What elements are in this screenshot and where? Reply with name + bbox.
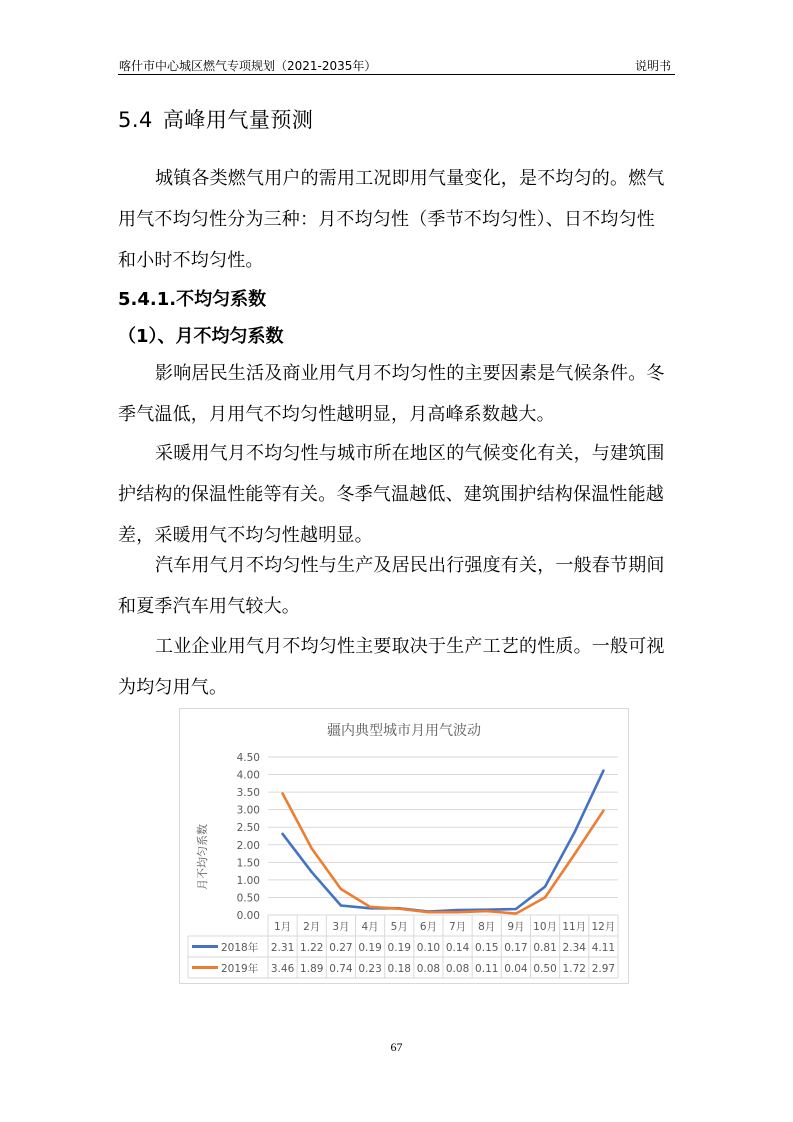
data-point [369,906,371,908]
data-point [573,832,575,834]
y-tick-label: 4.00 [236,769,260,782]
data-point [398,907,400,909]
y-tick-label: 1.50 [236,857,260,870]
data-label: 2.31 [270,942,295,954]
data-label: 0.81 [533,942,557,954]
x-tick-label: 2月 [303,921,321,933]
data-label: 0.50 [533,963,557,975]
y-tick-label: 0.00 [236,910,260,922]
x-tick-label: 9月 [507,921,525,933]
chart-container [179,708,629,984]
data-label: 2.97 [591,963,616,975]
data-label: 0.08 [445,963,470,975]
data-point [427,911,429,913]
legend-label: 2018年 [221,942,259,954]
x-tick-label: 8月 [478,921,496,933]
header-title: 喀什市中心城区燃气专项规划（2021-2035年） [119,59,377,73]
text-line: 工业企业用气月不均匀性主要取决于生产工艺的性质。一般可视 [155,636,665,657]
text-line: 和小时不均匀性。 [118,250,264,271]
data-label: 0.08 [416,963,441,975]
section-number: 5.4 [118,108,153,132]
data-label: 1.22 [300,942,324,954]
header-doc-type: 说明书 [634,59,671,73]
gridlines [268,757,618,897]
x-tick-label: 7月 [448,921,467,933]
data-label: 0.19 [387,942,411,954]
text-line: 采暖用气月不均匀性与城市所在地区的气候变化有关，与建筑围 [155,443,665,464]
data-label: 1.72 [562,963,586,975]
data-point [602,810,604,812]
y-tick-label: 2.00 [236,839,260,852]
text-line: 和夏季汽车用气较大。 [118,596,300,617]
y-tick-label: 3.00 [236,804,260,817]
text-line: 护结构的保温性能等有关。冬季气温越低、建筑围护结构保温性能越 [118,484,664,505]
text-line: 差，采暖用气不均匀性越明显。 [118,525,373,546]
y-tick-label: 3.50 [236,787,260,800]
text-line: 影响居民生活及商业用气月不均匀性的主要因素是气候条件。冬 [155,363,665,384]
paragraph-heating [118,433,683,556]
chart-title: 疆内典型城市月用气波动 [327,723,481,739]
data-point [602,769,604,771]
series-lines [281,769,604,914]
y-tick-label: 4.50 [236,752,260,764]
data-point [311,871,313,873]
data-point [340,904,342,906]
text-line: 为均匀用气。 [118,677,228,698]
x-tick-label: 11月 [562,921,587,933]
text-line: 季气温低，月用气不均匀性越明显，月高峰系数越大。 [118,404,555,425]
data-point [281,833,283,835]
data-point [340,888,342,890]
data-label: 0.14 [445,942,470,954]
data-label: 4.11 [591,942,616,954]
data-label: 0.04 [504,963,528,975]
x-tick-label: 10月 [533,921,558,933]
legend-label: 2019年 [221,963,259,975]
x-tick-label: 4月 [361,921,379,933]
data-point [544,885,546,887]
intro-paragraph [118,158,683,281]
data-label: 1.89 [300,963,324,975]
paragraph-climate [118,353,683,435]
y-axis-label: 月不均匀系数 [196,824,209,890]
y-axis-ticks [237,752,260,922]
data-point [281,792,283,794]
data-point [486,910,488,912]
text-line: 汽车用气月不均匀性与生产及居民出行强度有关，一般春节期间 [155,555,665,576]
text-line: 城镇各类燃气用户的需用工况即用气量变化，是不均匀的。燃气 [155,168,665,189]
data-label: 0.11 [475,963,499,975]
x-tick-label: 1月 [273,921,292,933]
data-label: 0.17 [504,942,528,954]
line-chart [180,709,628,983]
data-label: 0.19 [358,942,382,954]
paragraph-industry [118,626,683,708]
data-label: 0.18 [387,963,411,975]
data-label: 0.10 [416,942,441,954]
data-point [515,912,517,914]
data-label: 2.34 [562,942,586,954]
x-tick-label: 6月 [419,921,438,933]
y-tick-label: 2.50 [236,822,260,835]
data-point [573,853,575,855]
y-tick-label: 1.00 [236,874,260,887]
x-tick-label: 12月 [591,921,616,933]
section-heading [118,104,313,134]
data-label: 3.46 [270,963,295,975]
data-point [456,911,458,913]
subsubsection-heading: （1）、月不均匀系数 [118,326,284,347]
data-point [544,896,546,898]
text-line: 用气不均匀性分为三种：月不均匀性（季节不均匀性）、日不均匀性 [118,209,655,230]
y-tick-label: 0.50 [236,892,260,905]
data-label: 0.27 [329,942,353,954]
data-table [188,915,618,978]
subsection-heading: 5.4.1.不均匀系数 [118,289,267,310]
data-label: 0.15 [475,942,499,954]
data-point [515,908,517,910]
x-tick-label: 3月 [332,921,350,933]
data-label: 0.74 [329,963,353,975]
page-header [118,52,675,75]
page-number: 67 [390,1040,403,1054]
x-tick-label: 5月 [390,921,408,933]
paragraph-vehicle [118,545,683,627]
data-point [311,847,313,849]
data-label: 0.23 [358,963,382,975]
section-title: 高峰用气量预测 [162,108,314,132]
